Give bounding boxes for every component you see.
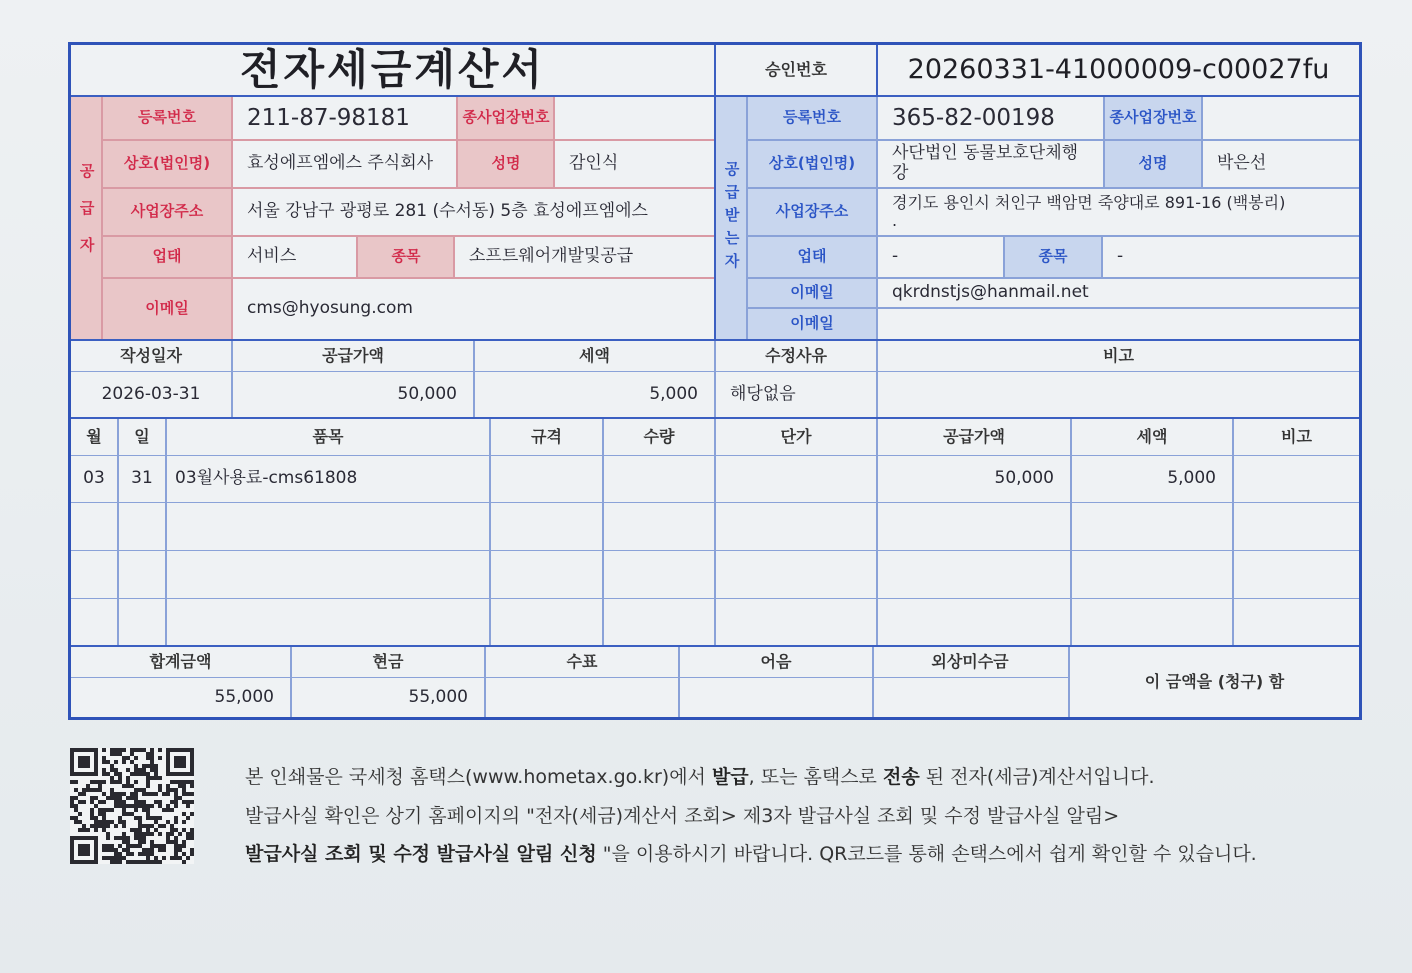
summary-remark xyxy=(878,373,1359,417)
buyer-biz-type: - xyxy=(892,246,899,267)
buyer-reg-no-label: 등록번호 xyxy=(748,97,876,139)
totals-check xyxy=(486,679,678,717)
table-row-remark xyxy=(1234,457,1359,501)
tax-invoice-form xyxy=(68,42,1362,720)
summary-header-supply: 공급가액 xyxy=(322,345,384,365)
supplier-reg-no-label: 등록번호 xyxy=(103,97,231,139)
footer-line-3 xyxy=(245,839,1257,866)
items-header-item: 품목 xyxy=(312,426,344,446)
buyer-address xyxy=(878,189,1359,235)
buyer-email1: qkrdnstjs@hanmail.net xyxy=(892,282,1089,303)
buyer-reg-no: 365-82-00198 xyxy=(892,104,1055,131)
supplier-side-label: 공급자 xyxy=(71,97,101,339)
summary-supply: 50,000 xyxy=(397,384,457,405)
buyer-biz-item-label: 종목 xyxy=(1005,237,1101,277)
supplier-branch-label: 종사업장번호 xyxy=(458,97,554,139)
footer-line-1d: 전송 xyxy=(882,766,920,788)
summary-header-reason: 수정사유 xyxy=(765,345,827,365)
footer-line-1e: 된 전자(세금)계산서입니다. xyxy=(919,766,1155,788)
footer-line-3b: "을 이용하시기 바랍니다. QR코드를 통해 손택스에서 쉽게 확인할 수 있습니다. xyxy=(596,843,1257,865)
qr-code-icon xyxy=(70,748,194,864)
buyer-email2 xyxy=(878,309,1359,339)
buyer-name-label: 성명 xyxy=(1105,141,1201,187)
summary-date: 2026-03-31 xyxy=(101,384,201,405)
totals-header-note: 어음 xyxy=(760,651,792,671)
supplier-biz-type-label: 업태 xyxy=(103,237,231,277)
buyer-company xyxy=(878,141,1103,187)
supplier-name: 감인식 xyxy=(569,153,619,174)
totals-sum: 55,000 xyxy=(214,687,274,708)
table-row-item: 03월사용료-cms61808 xyxy=(175,468,358,489)
footer-line-1a: 본 인쇄물은 국세청 홈택스(www.hometax.go.kr)에서 xyxy=(245,766,712,788)
items-header-qty: 수량 xyxy=(643,426,675,446)
totals-header-cash: 현금 xyxy=(372,651,404,671)
buyer-email2-label: 이메일 xyxy=(748,309,876,339)
items-header-day: 일 xyxy=(134,426,150,446)
supplier-biz-item-label: 종목 xyxy=(358,237,454,277)
summary-header-tax: 세액 xyxy=(579,345,610,365)
supplier-biz-type: 서비스 xyxy=(247,246,297,267)
footer-line-1b: 발급 xyxy=(711,766,749,788)
footer-line-2: 발급사실 확인은 상기 홈페이지의 "전자(세금)계산서 조회> 제3자 발급사실 조회 및 수정 발급사실 알림> xyxy=(245,805,1120,827)
totals-header-credit: 외상미수금 xyxy=(931,651,1009,671)
buyer-email1-label: 이메일 xyxy=(748,279,876,307)
table-row-supply: 50,000 xyxy=(994,468,1054,489)
table-row-unit-price xyxy=(716,457,876,501)
totals-header-check: 수표 xyxy=(566,651,598,671)
table-row-qty xyxy=(604,457,714,501)
table-row-spec xyxy=(491,457,602,501)
totals-credit xyxy=(874,679,1066,717)
supplier-biz-item: 소프트웨어개발및공급 xyxy=(469,246,634,267)
summary-header-date: 작성일자 xyxy=(120,345,182,365)
totals-header-sum: 합계금액 xyxy=(149,651,212,671)
buyer-branch-label: 종사업장번호 xyxy=(1105,97,1201,139)
summary-tax: 5,000 xyxy=(649,384,698,405)
supplier-branch xyxy=(555,97,712,139)
buyer-address-label: 사업장주소 xyxy=(748,189,876,235)
supplier-email: cms@hyosung.com xyxy=(247,298,413,319)
supplier-company: 효성에프엠에스 주식회사 xyxy=(247,153,434,174)
items-header-tax: 세액 xyxy=(1136,426,1168,446)
buyer-name: 박은선 xyxy=(1217,153,1267,174)
supplier-email-label: 이메일 xyxy=(103,279,231,339)
table-row-tax: 5,000 xyxy=(1167,468,1216,489)
table-row-day: 31 xyxy=(131,468,153,489)
invoice-title: 전자세금계산서 xyxy=(239,45,545,94)
claim-text: 이 금액을 (청구) 함 xyxy=(1144,671,1285,691)
items-header-remark: 비고 xyxy=(1281,426,1312,446)
totals-cash: 55,000 xyxy=(408,687,468,708)
buyer-address-line1: 경기도 용인시 처인구 백암면 죽양대로 891-16 (백봉리) xyxy=(892,192,1286,212)
items-header-supply: 공급가액 xyxy=(943,426,1005,446)
approval-label: 승인번호 xyxy=(765,59,827,79)
buyer-biz-type-label: 업태 xyxy=(748,237,876,277)
totals-note xyxy=(680,679,872,717)
buyer-company-line1: 사단법인 동물보호단체행 xyxy=(892,143,1079,164)
approval-number: 20260331-41000009-c00027fu xyxy=(907,54,1330,86)
table-row-month: 03 xyxy=(83,468,105,489)
buyer-company-line2: 강 xyxy=(892,163,909,183)
summary-reason: 해당없음 xyxy=(730,384,796,405)
items-header-month: 월 xyxy=(86,426,102,446)
items-header-unit-price: 단가 xyxy=(780,426,812,446)
items-header-spec: 규격 xyxy=(531,426,562,446)
supplier-name-label: 성명 xyxy=(458,141,554,187)
supplier-reg-no: 211-87-98181 xyxy=(247,104,410,131)
supplier-address-label: 사업장주소 xyxy=(103,189,231,235)
footer-line-1c: , 또는 홈택스로 xyxy=(748,766,883,788)
supplier-company-label: 상호(법인명) xyxy=(103,141,231,187)
buyer-address-line2: . xyxy=(892,211,898,230)
footer-line-3a: 발급사실 조회 및 수정 발급사실 알림 신청 xyxy=(245,843,597,865)
buyer-branch xyxy=(1203,97,1359,139)
buyer-biz-item: - xyxy=(1117,246,1124,267)
buyer-side-label: 공급받는자 xyxy=(716,97,746,339)
buyer-company-label: 상호(법인명) xyxy=(748,141,876,187)
supplier-address: 서울 강남구 광평로 281 (수서동) 5층 효성에프엠에스 xyxy=(247,201,648,222)
summary-header-remark: 비고 xyxy=(1103,345,1134,365)
footer-line-1 xyxy=(245,762,1155,789)
